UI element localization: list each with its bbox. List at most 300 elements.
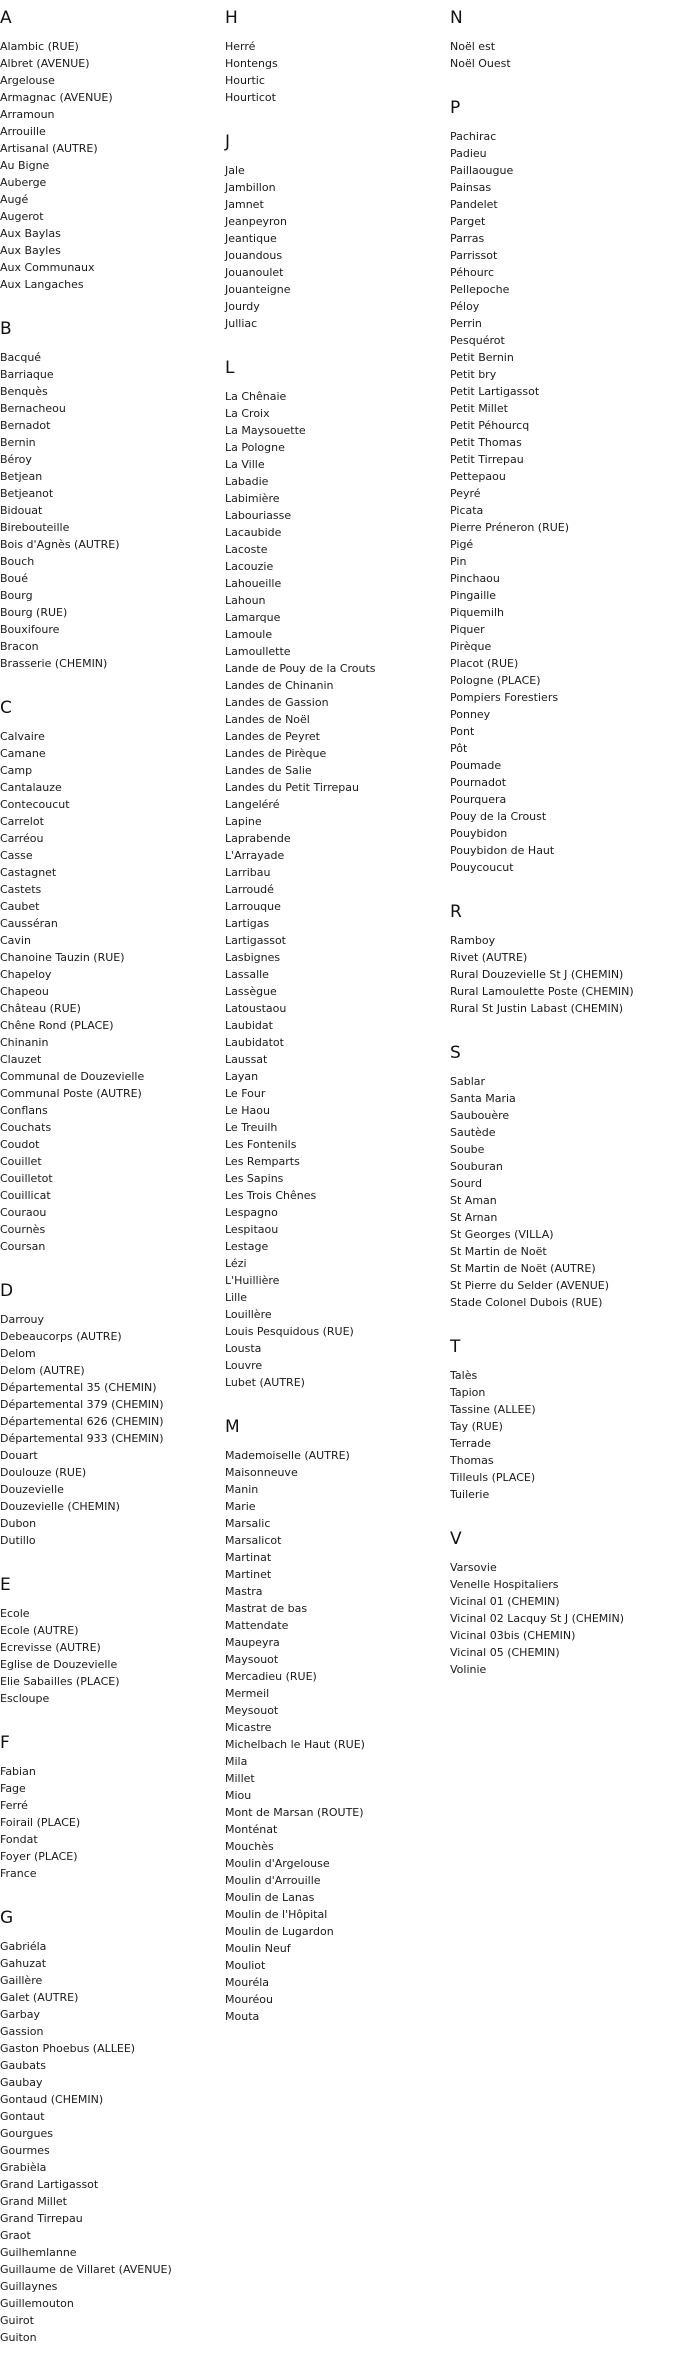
street-link[interactable]: Placot (RUE) bbox=[450, 657, 519, 670]
street-link[interactable]: Camp bbox=[0, 764, 33, 777]
street-link[interactable]: Meysouot bbox=[225, 1704, 279, 1717]
street-link[interactable]: Landes de Gassion bbox=[225, 696, 329, 709]
street-link[interactable]: Guirot bbox=[0, 2314, 34, 2327]
street-link[interactable]: Couchats bbox=[0, 1121, 52, 1134]
street-link[interactable]: Lamarque bbox=[225, 611, 281, 624]
street-link[interactable]: Mercadieu (RUE) bbox=[225, 1670, 317, 1683]
street-link[interactable]: Les Fontenils bbox=[225, 1138, 297, 1151]
street-link[interactable]: Mouta bbox=[225, 2010, 260, 2023]
street-link[interactable]: Guillaynes bbox=[0, 2280, 58, 2293]
street-link[interactable]: Noël Ouest bbox=[450, 57, 511, 70]
street-link[interactable]: Landes de Peyret bbox=[225, 730, 320, 743]
street-link[interactable]: Louillère bbox=[225, 1308, 272, 1321]
street-link[interactable]: Petit Tirrepau bbox=[450, 453, 524, 466]
street-link[interactable]: Foyer (PLACE) bbox=[0, 1850, 78, 1863]
street-link[interactable]: La Maysouette bbox=[225, 424, 306, 437]
street-link[interactable]: Gontaud (CHEMIN) bbox=[0, 2093, 104, 2106]
street-link[interactable]: Hourtic bbox=[225, 74, 265, 87]
street-link[interactable]: Le Four bbox=[225, 1087, 266, 1100]
street-link[interactable]: St Martin de Noët (AUTRE) bbox=[450, 1262, 596, 1275]
street-link[interactable]: Marsalicot bbox=[225, 1534, 282, 1547]
street-link[interactable]: Mattendate bbox=[225, 1619, 289, 1632]
street-link[interactable]: Gaston Phoebus (ALLEE) bbox=[0, 2042, 136, 2055]
street-link[interactable]: Pôt bbox=[450, 742, 468, 755]
street-link[interactable]: Tapion bbox=[450, 1386, 486, 1399]
street-link[interactable]: Jeantique bbox=[225, 232, 277, 245]
street-link[interactable]: Pouybidon bbox=[450, 827, 508, 840]
street-link[interactable]: Escloupe bbox=[0, 1692, 50, 1705]
street-link[interactable]: Pournadot bbox=[450, 776, 507, 789]
street-link[interactable]: Lamoullette bbox=[225, 645, 291, 658]
street-link[interactable]: Guillemouton bbox=[0, 2297, 74, 2310]
street-link[interactable]: Landes de Noël bbox=[225, 713, 310, 726]
street-link[interactable]: Pin bbox=[450, 555, 467, 568]
street-link[interactable]: Soube bbox=[450, 1143, 485, 1156]
street-link[interactable]: Fabian bbox=[0, 1765, 36, 1778]
street-link[interactable]: Labouriasse bbox=[225, 509, 292, 522]
street-link[interactable]: Painsas bbox=[450, 181, 492, 194]
street-link[interactable]: Latoustaou bbox=[225, 1002, 287, 1015]
street-link[interactable]: Gontaut bbox=[0, 2110, 45, 2123]
street-link[interactable]: Tassine (ALLEE) bbox=[450, 1403, 536, 1416]
street-link[interactable]: Aux Communaux bbox=[0, 261, 95, 274]
street-link[interactable]: Rural St Justin Labast (CHEMIN) bbox=[450, 1002, 624, 1015]
street-link[interactable]: Laubidatot bbox=[225, 1036, 284, 1049]
street-link[interactable]: Bouch bbox=[0, 555, 35, 568]
street-link[interactable]: Départemental 626 (CHEMIN) bbox=[0, 1415, 164, 1428]
street-link[interactable]: Landes de Salie bbox=[225, 764, 312, 777]
street-link[interactable]: Péhourc bbox=[450, 266, 495, 279]
street-link[interactable]: Alambic (RUE) bbox=[0, 40, 79, 53]
street-link[interactable]: Les Trois Chênes bbox=[225, 1189, 317, 1202]
street-link[interactable]: Pettepaou bbox=[450, 470, 506, 483]
street-link[interactable]: Lubet (AUTRE) bbox=[225, 1376, 305, 1389]
street-link[interactable]: Cavin bbox=[0, 934, 31, 947]
street-link[interactable]: Birebouteille bbox=[0, 521, 70, 534]
street-link[interactable]: Bacqué bbox=[0, 351, 42, 364]
street-link[interactable]: Caubet bbox=[0, 900, 40, 913]
street-link[interactable]: Pigé bbox=[450, 538, 474, 551]
street-link[interactable]: Micastre bbox=[225, 1721, 272, 1734]
street-link[interactable]: Pont bbox=[450, 725, 475, 738]
street-link[interactable]: Gaubay bbox=[0, 2076, 43, 2089]
street-link[interactable]: Douzevielle bbox=[0, 1483, 64, 1496]
street-link[interactable]: Delom bbox=[0, 1347, 36, 1360]
street-link[interactable]: Pandelet bbox=[450, 198, 498, 211]
street-link[interactable]: Bourg (RUE) bbox=[0, 606, 68, 619]
street-link[interactable]: Guilhemlanne bbox=[0, 2246, 77, 2259]
street-link[interactable]: Peyré bbox=[450, 487, 481, 500]
street-link[interactable]: Michelbach le Haut (RUE) bbox=[225, 1738, 365, 1751]
street-link[interactable]: La Chênaie bbox=[225, 390, 287, 403]
street-link[interactable]: St Pierre du Selder (AVENUE) bbox=[450, 1279, 610, 1292]
street-link[interactable]: Jale bbox=[225, 164, 245, 177]
street-link[interactable]: Laprabende bbox=[225, 832, 291, 845]
street-link[interactable]: Laussat bbox=[225, 1053, 268, 1066]
street-link[interactable]: Lapine bbox=[225, 815, 262, 828]
street-link[interactable]: Delom (AUTRE) bbox=[0, 1364, 85, 1377]
street-link[interactable]: Maupeyra bbox=[225, 1636, 280, 1649]
street-link[interactable]: Petit Millet bbox=[450, 402, 508, 415]
street-link[interactable]: Larribau bbox=[225, 866, 271, 879]
street-link[interactable]: Lacoste bbox=[225, 543, 268, 556]
street-link[interactable]: Fondat bbox=[0, 1833, 38, 1846]
street-link[interactable]: Aux Bayles bbox=[0, 244, 61, 257]
street-link[interactable]: Vicinal 01 (CHEMIN) bbox=[450, 1595, 560, 1608]
street-link[interactable]: Picata bbox=[450, 504, 484, 517]
street-link[interactable]: Lousta bbox=[225, 1342, 262, 1355]
street-link[interactable]: Louvre bbox=[225, 1359, 263, 1372]
street-link[interactable]: Lahoun bbox=[225, 594, 266, 607]
street-link[interactable]: Armagnac (AVENUE) bbox=[0, 91, 113, 104]
street-link[interactable]: Mila bbox=[225, 1755, 248, 1768]
street-link[interactable]: Gaillère bbox=[0, 1974, 43, 1987]
street-link[interactable]: Douzevielle (CHEMIN) bbox=[0, 1500, 120, 1513]
street-link[interactable]: Landes de Pirèque bbox=[225, 747, 327, 760]
street-link[interactable]: Pachirac bbox=[450, 130, 497, 143]
street-link[interactable]: Chêne Rond (PLACE) bbox=[0, 1019, 114, 1032]
street-link[interactable]: Lestage bbox=[225, 1240, 269, 1253]
street-link[interactable]: Venelle Hospitaliers bbox=[450, 1578, 559, 1591]
street-link[interactable]: Martinet bbox=[225, 1568, 272, 1581]
street-link[interactable]: Communal Poste (AUTRE) bbox=[0, 1087, 142, 1100]
street-link[interactable]: Mastra bbox=[225, 1585, 263, 1598]
street-link[interactable]: Debeaucorps (AUTRE) bbox=[0, 1330, 122, 1343]
street-link[interactable]: Elie Sabailles (PLACE) bbox=[0, 1675, 120, 1688]
street-link[interactable]: Maisonneuve bbox=[225, 1466, 298, 1479]
street-link[interactable]: Guillaume de Villaret (AVENUE) bbox=[0, 2263, 172, 2276]
street-link[interactable]: Vicinal 02 Lacquy St J (CHEMIN) bbox=[450, 1612, 625, 1625]
street-link[interactable]: Larrouque bbox=[225, 900, 281, 913]
street-link[interactable]: Vicinal 03bis (CHEMIN) bbox=[450, 1629, 576, 1642]
street-link[interactable]: Fage bbox=[0, 1782, 26, 1795]
street-link[interactable]: Calvaire bbox=[0, 730, 45, 743]
street-link[interactable]: Lézi bbox=[225, 1257, 247, 1270]
street-link[interactable]: Lille bbox=[225, 1291, 248, 1304]
street-link[interactable]: Tuilerie bbox=[450, 1488, 490, 1501]
street-link[interactable]: Bidouat bbox=[0, 504, 43, 517]
street-link[interactable]: Couilletot bbox=[0, 1172, 53, 1185]
street-link[interactable]: Dubon bbox=[0, 1517, 37, 1530]
street-link[interactable]: Gassion bbox=[0, 2025, 44, 2038]
street-link[interactable]: Eglise de Douzevielle bbox=[0, 1658, 118, 1671]
street-link[interactable]: Jambillon bbox=[225, 181, 276, 194]
street-link[interactable]: Communal de Douzevielle bbox=[0, 1070, 145, 1083]
street-link[interactable]: Mademoiselle (AUTRE) bbox=[225, 1449, 350, 1462]
street-link[interactable]: Bouxifoure bbox=[0, 623, 60, 636]
street-link[interactable]: Galet (AUTRE) bbox=[0, 1991, 79, 2004]
street-link[interactable]: Langeléré bbox=[225, 798, 280, 811]
street-link[interactable]: Aux Langaches bbox=[0, 278, 84, 291]
street-link[interactable]: Foirail (PLACE) bbox=[0, 1816, 81, 1829]
street-link[interactable]: Cantalauze bbox=[0, 781, 62, 794]
street-link[interactable]: Thomas bbox=[450, 1454, 494, 1467]
street-link[interactable]: St Martin de Noët bbox=[450, 1245, 547, 1258]
street-link[interactable]: Mouréou bbox=[225, 1993, 273, 2006]
street-link[interactable]: St Aman bbox=[450, 1194, 497, 1207]
street-link[interactable]: Pouy de la Croust bbox=[450, 810, 547, 823]
street-link[interactable]: Aux Baylas bbox=[0, 227, 61, 240]
street-link[interactable]: Benquès bbox=[0, 385, 48, 398]
street-link[interactable]: Pirèque bbox=[450, 640, 492, 653]
street-link[interactable]: Parrissot bbox=[450, 249, 498, 262]
street-link[interactable]: Bernacheou bbox=[0, 402, 66, 415]
street-link[interactable]: Dutillo bbox=[0, 1534, 36, 1547]
street-link[interactable]: Santa Maria bbox=[450, 1092, 516, 1105]
street-link[interactable]: Larroudé bbox=[225, 883, 274, 896]
street-link[interactable]: Coudot bbox=[0, 1138, 40, 1151]
street-link[interactable]: Ecole (AUTRE) bbox=[0, 1624, 79, 1637]
street-link[interactable]: Miou bbox=[225, 1789, 252, 1802]
street-link[interactable]: Moulin d'Arrouille bbox=[225, 1874, 321, 1887]
street-link[interactable]: Layan bbox=[225, 1070, 259, 1083]
street-link[interactable]: Vicinal 05 (CHEMIN) bbox=[450, 1646, 560, 1659]
street-link[interactable]: Brasserie (CHEMIN) bbox=[0, 657, 108, 670]
street-link[interactable]: Lasbignes bbox=[225, 951, 281, 964]
street-link[interactable]: Départemental 933 (CHEMIN) bbox=[0, 1432, 164, 1445]
street-link[interactable]: Hontengs bbox=[225, 57, 278, 70]
street-link[interactable]: Piquemilh bbox=[450, 606, 504, 619]
street-link[interactable]: St Arnan bbox=[450, 1211, 498, 1224]
street-link[interactable]: Arramoun bbox=[0, 108, 55, 121]
street-link[interactable]: Labimière bbox=[225, 492, 280, 505]
street-link[interactable]: Casse bbox=[0, 849, 33, 862]
street-link[interactable]: Petit Péhourcq bbox=[450, 419, 530, 432]
street-link[interactable]: Volinie bbox=[450, 1663, 487, 1676]
street-link[interactable]: Millet bbox=[225, 1772, 255, 1785]
street-link[interactable]: Rural Lamoulette Poste (CHEMIN) bbox=[450, 985, 634, 998]
street-link[interactable]: La Croix bbox=[225, 407, 270, 420]
street-link[interactable]: Ponney bbox=[450, 708, 491, 721]
street-link[interactable]: Varsovie bbox=[450, 1561, 497, 1574]
street-link[interactable]: Bernin bbox=[0, 436, 36, 449]
street-link[interactable]: Rivet (AUTRE) bbox=[450, 951, 528, 964]
street-link[interactable]: Paillaougue bbox=[450, 164, 514, 177]
street-link[interactable]: Pompiers Forestiers bbox=[450, 691, 559, 704]
street-link[interactable]: Couillet bbox=[0, 1155, 42, 1168]
street-link[interactable]: Mouliot bbox=[225, 1959, 266, 1972]
street-link[interactable]: Douart bbox=[0, 1449, 38, 1462]
street-link[interactable]: Lassalle bbox=[225, 968, 269, 981]
street-link[interactable]: Lartigas bbox=[225, 917, 270, 930]
street-link[interactable]: Grabièla bbox=[0, 2161, 47, 2174]
street-link[interactable]: Pingaille bbox=[450, 589, 497, 602]
street-link[interactable]: Cournès bbox=[0, 1223, 46, 1236]
street-link[interactable]: Terrade bbox=[450, 1437, 491, 1450]
street-link[interactable]: Rural Douzevielle St J (CHEMIN) bbox=[450, 968, 624, 981]
street-link[interactable]: Maysouot bbox=[225, 1653, 279, 1666]
street-link[interactable]: Pellepoche bbox=[450, 283, 510, 296]
street-link[interactable]: Couraou bbox=[0, 1206, 47, 1219]
street-link[interactable]: Jouandous bbox=[225, 249, 283, 262]
street-link[interactable]: Les Sapins bbox=[225, 1172, 284, 1185]
street-link[interactable]: Bois d'Agnès (AUTRE) bbox=[0, 538, 120, 551]
street-link[interactable]: Carrelot bbox=[0, 815, 44, 828]
street-link[interactable]: Louis Pesquidous (RUE) bbox=[225, 1325, 354, 1338]
street-link[interactable]: Pesquérot bbox=[450, 334, 505, 347]
street-link[interactable]: Betjean bbox=[0, 470, 43, 483]
street-link[interactable]: Pouycoucut bbox=[450, 861, 514, 874]
street-link[interactable]: Causséran bbox=[0, 917, 58, 930]
street-link[interactable]: Martinat bbox=[225, 1551, 272, 1564]
street-link[interactable]: St Georges (VILLA) bbox=[450, 1228, 554, 1241]
street-link[interactable]: Herré bbox=[225, 40, 256, 53]
street-link[interactable]: Moulin de Lugardon bbox=[225, 1925, 334, 1938]
street-link[interactable]: Chanoine Tauzin (RUE) bbox=[0, 951, 125, 964]
street-link[interactable]: L'Huillière bbox=[225, 1274, 280, 1287]
street-link[interactable]: Petit Lartigassot bbox=[450, 385, 540, 398]
street-link[interactable]: Les Remparts bbox=[225, 1155, 300, 1168]
street-link[interactable]: Auberge bbox=[0, 176, 47, 189]
street-link[interactable]: Jourdy bbox=[225, 300, 260, 313]
street-link[interactable]: Mermeil bbox=[225, 1687, 270, 1700]
street-link[interactable]: Graot bbox=[0, 2229, 31, 2242]
street-link[interactable]: Gahuzat bbox=[0, 1957, 47, 1970]
street-link[interactable]: Petit bry bbox=[450, 368, 497, 381]
street-link[interactable]: Le Haou bbox=[225, 1104, 270, 1117]
street-link[interactable]: Landes de Chinanin bbox=[225, 679, 334, 692]
street-link[interactable]: Castets bbox=[0, 883, 42, 896]
street-link[interactable]: Labadie bbox=[225, 475, 269, 488]
street-link[interactable]: Au Bigne bbox=[0, 159, 50, 172]
street-link[interactable]: Chapeloy bbox=[0, 968, 52, 981]
street-link[interactable]: Barriaque bbox=[0, 368, 54, 381]
street-link[interactable]: Jouanteigne bbox=[225, 283, 291, 296]
street-link[interactable]: Pourquera bbox=[450, 793, 507, 806]
street-link[interactable]: Couillicat bbox=[0, 1189, 51, 1202]
street-link[interactable]: Betjeanot bbox=[0, 487, 54, 500]
street-link[interactable]: Tilleuls (PLACE) bbox=[450, 1471, 536, 1484]
street-link[interactable]: Grand Millet bbox=[0, 2195, 67, 2208]
street-link[interactable]: Manin bbox=[225, 1483, 259, 1496]
street-link[interactable]: Saubouère bbox=[450, 1109, 510, 1122]
street-link[interactable]: Sautède bbox=[450, 1126, 496, 1139]
street-link[interactable]: Ramboy bbox=[450, 934, 496, 947]
street-link[interactable]: Bracon bbox=[0, 640, 39, 653]
street-link[interactable]: Mouchès bbox=[225, 1840, 274, 1853]
street-link[interactable]: Départemental 35 (CHEMIN) bbox=[0, 1381, 157, 1394]
street-link[interactable]: Piquer bbox=[450, 623, 485, 636]
street-link[interactable]: Noël est bbox=[450, 40, 496, 53]
street-link[interactable]: Lartigassot bbox=[225, 934, 286, 947]
street-link[interactable]: Lacouzie bbox=[225, 560, 274, 573]
street-link[interactable]: Ecrevisse (AUTRE) bbox=[0, 1641, 101, 1654]
street-link[interactable]: Darrouy bbox=[0, 1313, 45, 1326]
street-link[interactable]: La Pologne bbox=[225, 441, 285, 454]
street-link[interactable]: Stade Colonel Dubois (RUE) bbox=[450, 1296, 603, 1309]
street-link[interactable]: Béroy bbox=[0, 453, 32, 466]
street-link[interactable]: Marie bbox=[225, 1500, 256, 1513]
street-link[interactable]: Garbay bbox=[0, 2008, 41, 2021]
street-link[interactable]: La Ville bbox=[225, 458, 265, 471]
street-link[interactable]: Grand Lartigassot bbox=[0, 2178, 99, 2191]
street-link[interactable]: Petit Bernin bbox=[450, 351, 514, 364]
street-link[interactable]: Augerot bbox=[0, 210, 44, 223]
street-link[interactable]: Le Treuilh bbox=[225, 1121, 278, 1134]
street-link[interactable]: Lamoule bbox=[225, 628, 273, 641]
street-link[interactable]: Talès bbox=[450, 1369, 478, 1382]
street-link[interactable]: Carréou bbox=[0, 832, 44, 845]
street-link[interactable]: Chapeou bbox=[0, 985, 49, 998]
street-link[interactable]: Arrouille bbox=[0, 125, 46, 138]
street-link[interactable]: Grand Tirrepau bbox=[0, 2212, 83, 2225]
street-link[interactable]: Départemental 379 (CHEMIN) bbox=[0, 1398, 164, 1411]
street-link[interactable]: Lahoueille bbox=[225, 577, 282, 590]
street-link[interactable]: Argelouse bbox=[0, 74, 55, 87]
street-link[interactable]: Gaubats bbox=[0, 2059, 47, 2072]
street-link[interactable]: Tay (RUE) bbox=[450, 1420, 503, 1433]
street-link[interactable]: Parget bbox=[450, 215, 486, 228]
street-link[interactable]: Coursan bbox=[0, 1240, 46, 1253]
street-link[interactable]: Monténat bbox=[225, 1823, 278, 1836]
street-link[interactable]: Moulin de Lanas bbox=[225, 1891, 315, 1904]
street-link[interactable]: Gourmes bbox=[0, 2144, 50, 2157]
street-link[interactable]: Pologne (PLACE) bbox=[450, 674, 541, 687]
street-link[interactable]: Lande de Pouy de la Crouts bbox=[225, 662, 376, 675]
street-link[interactable]: Lespitaou bbox=[225, 1223, 279, 1236]
street-link[interactable]: Guiton bbox=[0, 2331, 37, 2344]
street-link[interactable]: Laubidat bbox=[225, 1019, 273, 1032]
street-link[interactable]: Château (RUE) bbox=[0, 1002, 81, 1015]
street-link[interactable]: Albret (AVENUE) bbox=[0, 57, 90, 70]
street-link[interactable]: Contecoucut bbox=[0, 798, 70, 811]
street-link[interactable]: Pierre Préneron (RUE) bbox=[450, 521, 570, 534]
street-link[interactable]: Souburan bbox=[450, 1160, 503, 1173]
street-link[interactable]: Moulin de l'Hôpital bbox=[225, 1908, 328, 1921]
street-link[interactable]: Chinanin bbox=[0, 1036, 49, 1049]
street-link[interactable]: Conflans bbox=[0, 1104, 48, 1117]
street-link[interactable]: Jouanoulet bbox=[225, 266, 284, 279]
street-link[interactable]: Ecole bbox=[0, 1607, 30, 1620]
street-link[interactable]: Pouybidon de Haut bbox=[450, 844, 555, 857]
street-link[interactable]: Boué bbox=[0, 572, 29, 585]
street-link[interactable]: Moulin d'Argelouse bbox=[225, 1857, 330, 1870]
street-link[interactable]: Mouréla bbox=[225, 1976, 270, 1989]
street-link[interactable]: Bourg bbox=[0, 589, 33, 602]
street-link[interactable]: Julliac bbox=[225, 317, 258, 330]
street-link[interactable]: Gourgues bbox=[0, 2127, 54, 2140]
street-link[interactable]: Jeanpeyron bbox=[225, 215, 287, 228]
street-link[interactable]: Castagnet bbox=[0, 866, 57, 879]
street-link[interactable]: Mastrat de bas bbox=[225, 1602, 308, 1615]
street-link[interactable]: Lassègue bbox=[225, 985, 277, 998]
street-link[interactable]: Poumade bbox=[450, 759, 502, 772]
street-link[interactable]: Ferré bbox=[0, 1799, 28, 1812]
street-link[interactable]: Padieu bbox=[450, 147, 487, 160]
street-link[interactable]: Péloy bbox=[450, 300, 480, 313]
street-link[interactable]: Parras bbox=[450, 232, 485, 245]
street-link[interactable]: L'Arrayade bbox=[225, 849, 285, 862]
street-link[interactable]: Jamnet bbox=[225, 198, 264, 211]
street-link[interactable]: Gabriéla bbox=[0, 1940, 47, 1953]
street-link[interactable]: Hourticot bbox=[225, 91, 276, 104]
street-link[interactable]: Moulin Neuf bbox=[225, 1942, 291, 1955]
street-link[interactable]: Augé bbox=[0, 193, 29, 206]
street-link[interactable]: Sablar bbox=[450, 1075, 486, 1088]
street-link[interactable]: France bbox=[0, 1867, 37, 1880]
street-link[interactable]: Landes du Petit Tirrepau bbox=[225, 781, 359, 794]
street-link[interactable]: Camane bbox=[0, 747, 46, 760]
street-link[interactable]: Mont de Marsan (ROUTE) bbox=[225, 1806, 364, 1819]
street-link[interactable]: Doulouze (RUE) bbox=[0, 1466, 87, 1479]
street-link[interactable]: Bernadot bbox=[0, 419, 51, 432]
street-link[interactable]: Clauzet bbox=[0, 1053, 42, 1066]
street-link[interactable]: Lacaubide bbox=[225, 526, 282, 539]
street-link[interactable]: Marsalic bbox=[225, 1517, 271, 1530]
street-link[interactable]: Lespagno bbox=[225, 1206, 278, 1219]
street-link[interactable]: Artisanal (AUTRE) bbox=[0, 142, 98, 155]
street-link[interactable]: Sourd bbox=[450, 1177, 482, 1190]
